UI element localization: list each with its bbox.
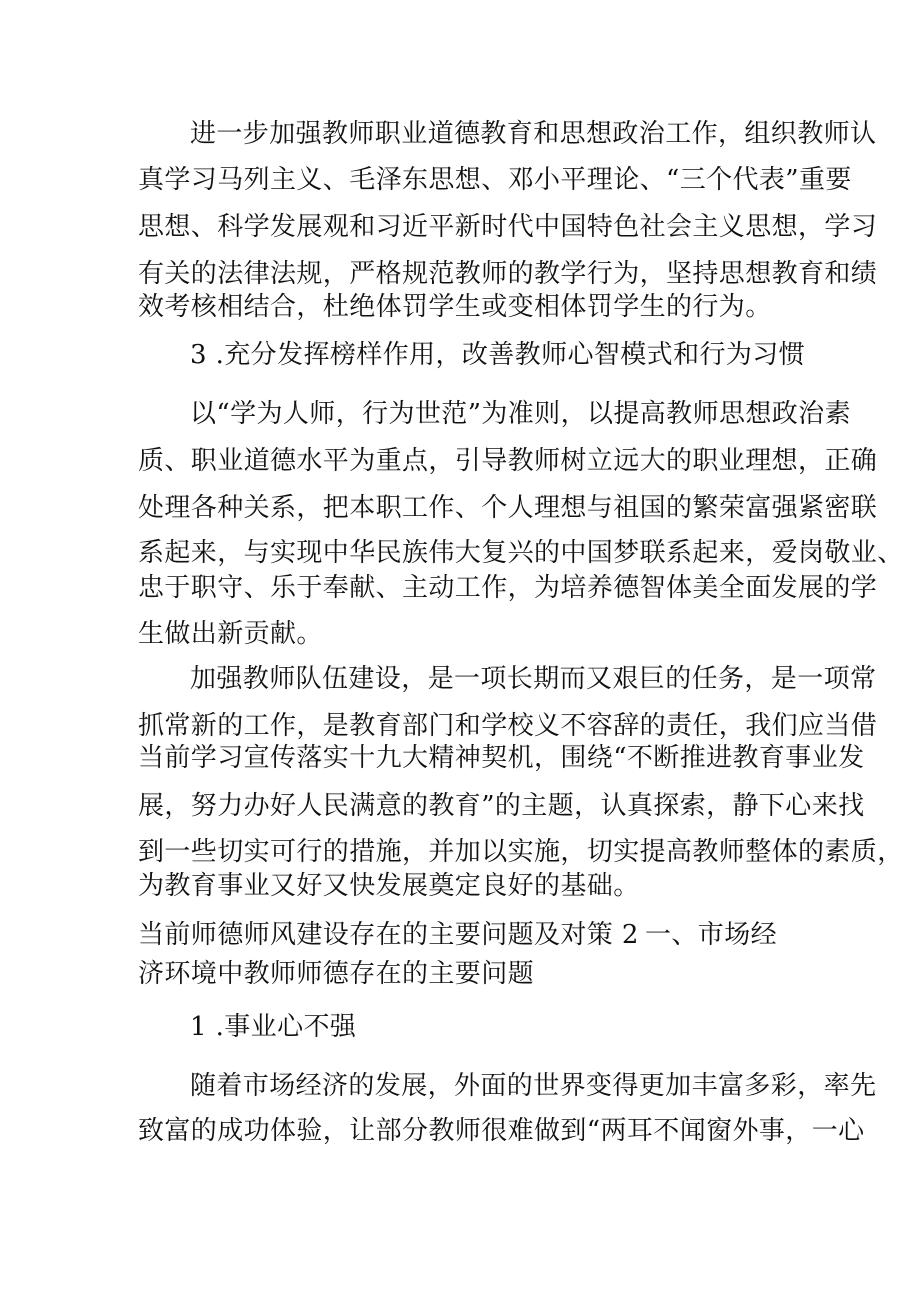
document-title: 当前师德师风建设存在的主要问题及对策 2 [138, 920, 639, 950]
paragraph-1-line-4: 有关的法律法规，严格规范教师的教学行为，坚持思想教育和绩 [138, 259, 878, 289]
paragraph-2-line-3: 处理各种关系，把本职工作、个人理想与祖国的繁荣富强紧密联 [138, 493, 878, 523]
paragraph-3-line-5: 到一些切实可行的措施，并加以实施，切实提高教师整体的素质， [138, 837, 904, 867]
sub-heading-1: 1 .事业心不强 [190, 1012, 357, 1042]
paragraph-4-line-2: 致富的成功体验，让部分教师很难做到“两耳不闻窗外事，一心 [138, 1116, 865, 1146]
paragraph-4-line-1: 随着市场经济的发展，外面的世界变得更加丰富多彩，率先 [190, 1071, 877, 1101]
section-heading-1-cont: 济环境中教师师德存在的主要问题 [138, 959, 535, 989]
section-heading-3: 3 .充分发挥榜样作用，改善教师心智模式和行为习惯 [190, 340, 806, 370]
paragraph-3-line-4: 展，努力办好人民满意的教育”的主题，认真探索，静下心来找 [138, 791, 865, 821]
paragraph-2-line-6: 生做出新贡献。 [138, 619, 323, 649]
paragraph-1-line-5: 效考核相结合，杜绝体罚学生或变相体罚学生的行为。 [138, 292, 772, 322]
paragraph-2-line-5: 忠于职守、乐于奉献、主动工作，为培养德智体美全面发展的学 [138, 573, 878, 603]
paragraph-2-line-2: 质、职业道德水平为重点，引导教师树立远大的职业理想，正确 [138, 446, 878, 476]
paragraph-2-line-4: 系起来，与实现中华民族伟大复兴的中国梦联系起来，爱岗敬业、 [138, 538, 904, 568]
paragraph-3-line-2: 抓常新的工作，是教育部门和学校义不容辞的责任，我们应当借 [138, 711, 878, 741]
paragraph-1-line-1: 进一步加强教师职业道德教育和思想政治工作，组织教师认 [190, 119, 877, 149]
paragraph-3-line-1: 加强教师队伍建设，是一项长期而又艰巨的任务，是一项常 [190, 664, 877, 694]
section-heading-1-start: 一、市场经 [645, 920, 778, 950]
paragraph-3-line-6: 为教育事业又好又快发展奠定良好的基础。 [138, 871, 640, 901]
paragraph-1-line-3: 思想、科学发展观和习近平新时代中国特色社会主义思想，学习 [138, 212, 878, 242]
paragraph-1-line-2: 真学习马列主义、毛泽东思想、邓小平理论、“三个代表”重要 [138, 165, 852, 195]
paragraph-3-line-3: 当前学习宣传落实十九大精神契机，围绕“不断推进教育事业发 [138, 743, 865, 773]
paragraph-2-line-1: 以“学为人师，行为世范”为准则，以提高教师思想政治素 [190, 399, 851, 429]
